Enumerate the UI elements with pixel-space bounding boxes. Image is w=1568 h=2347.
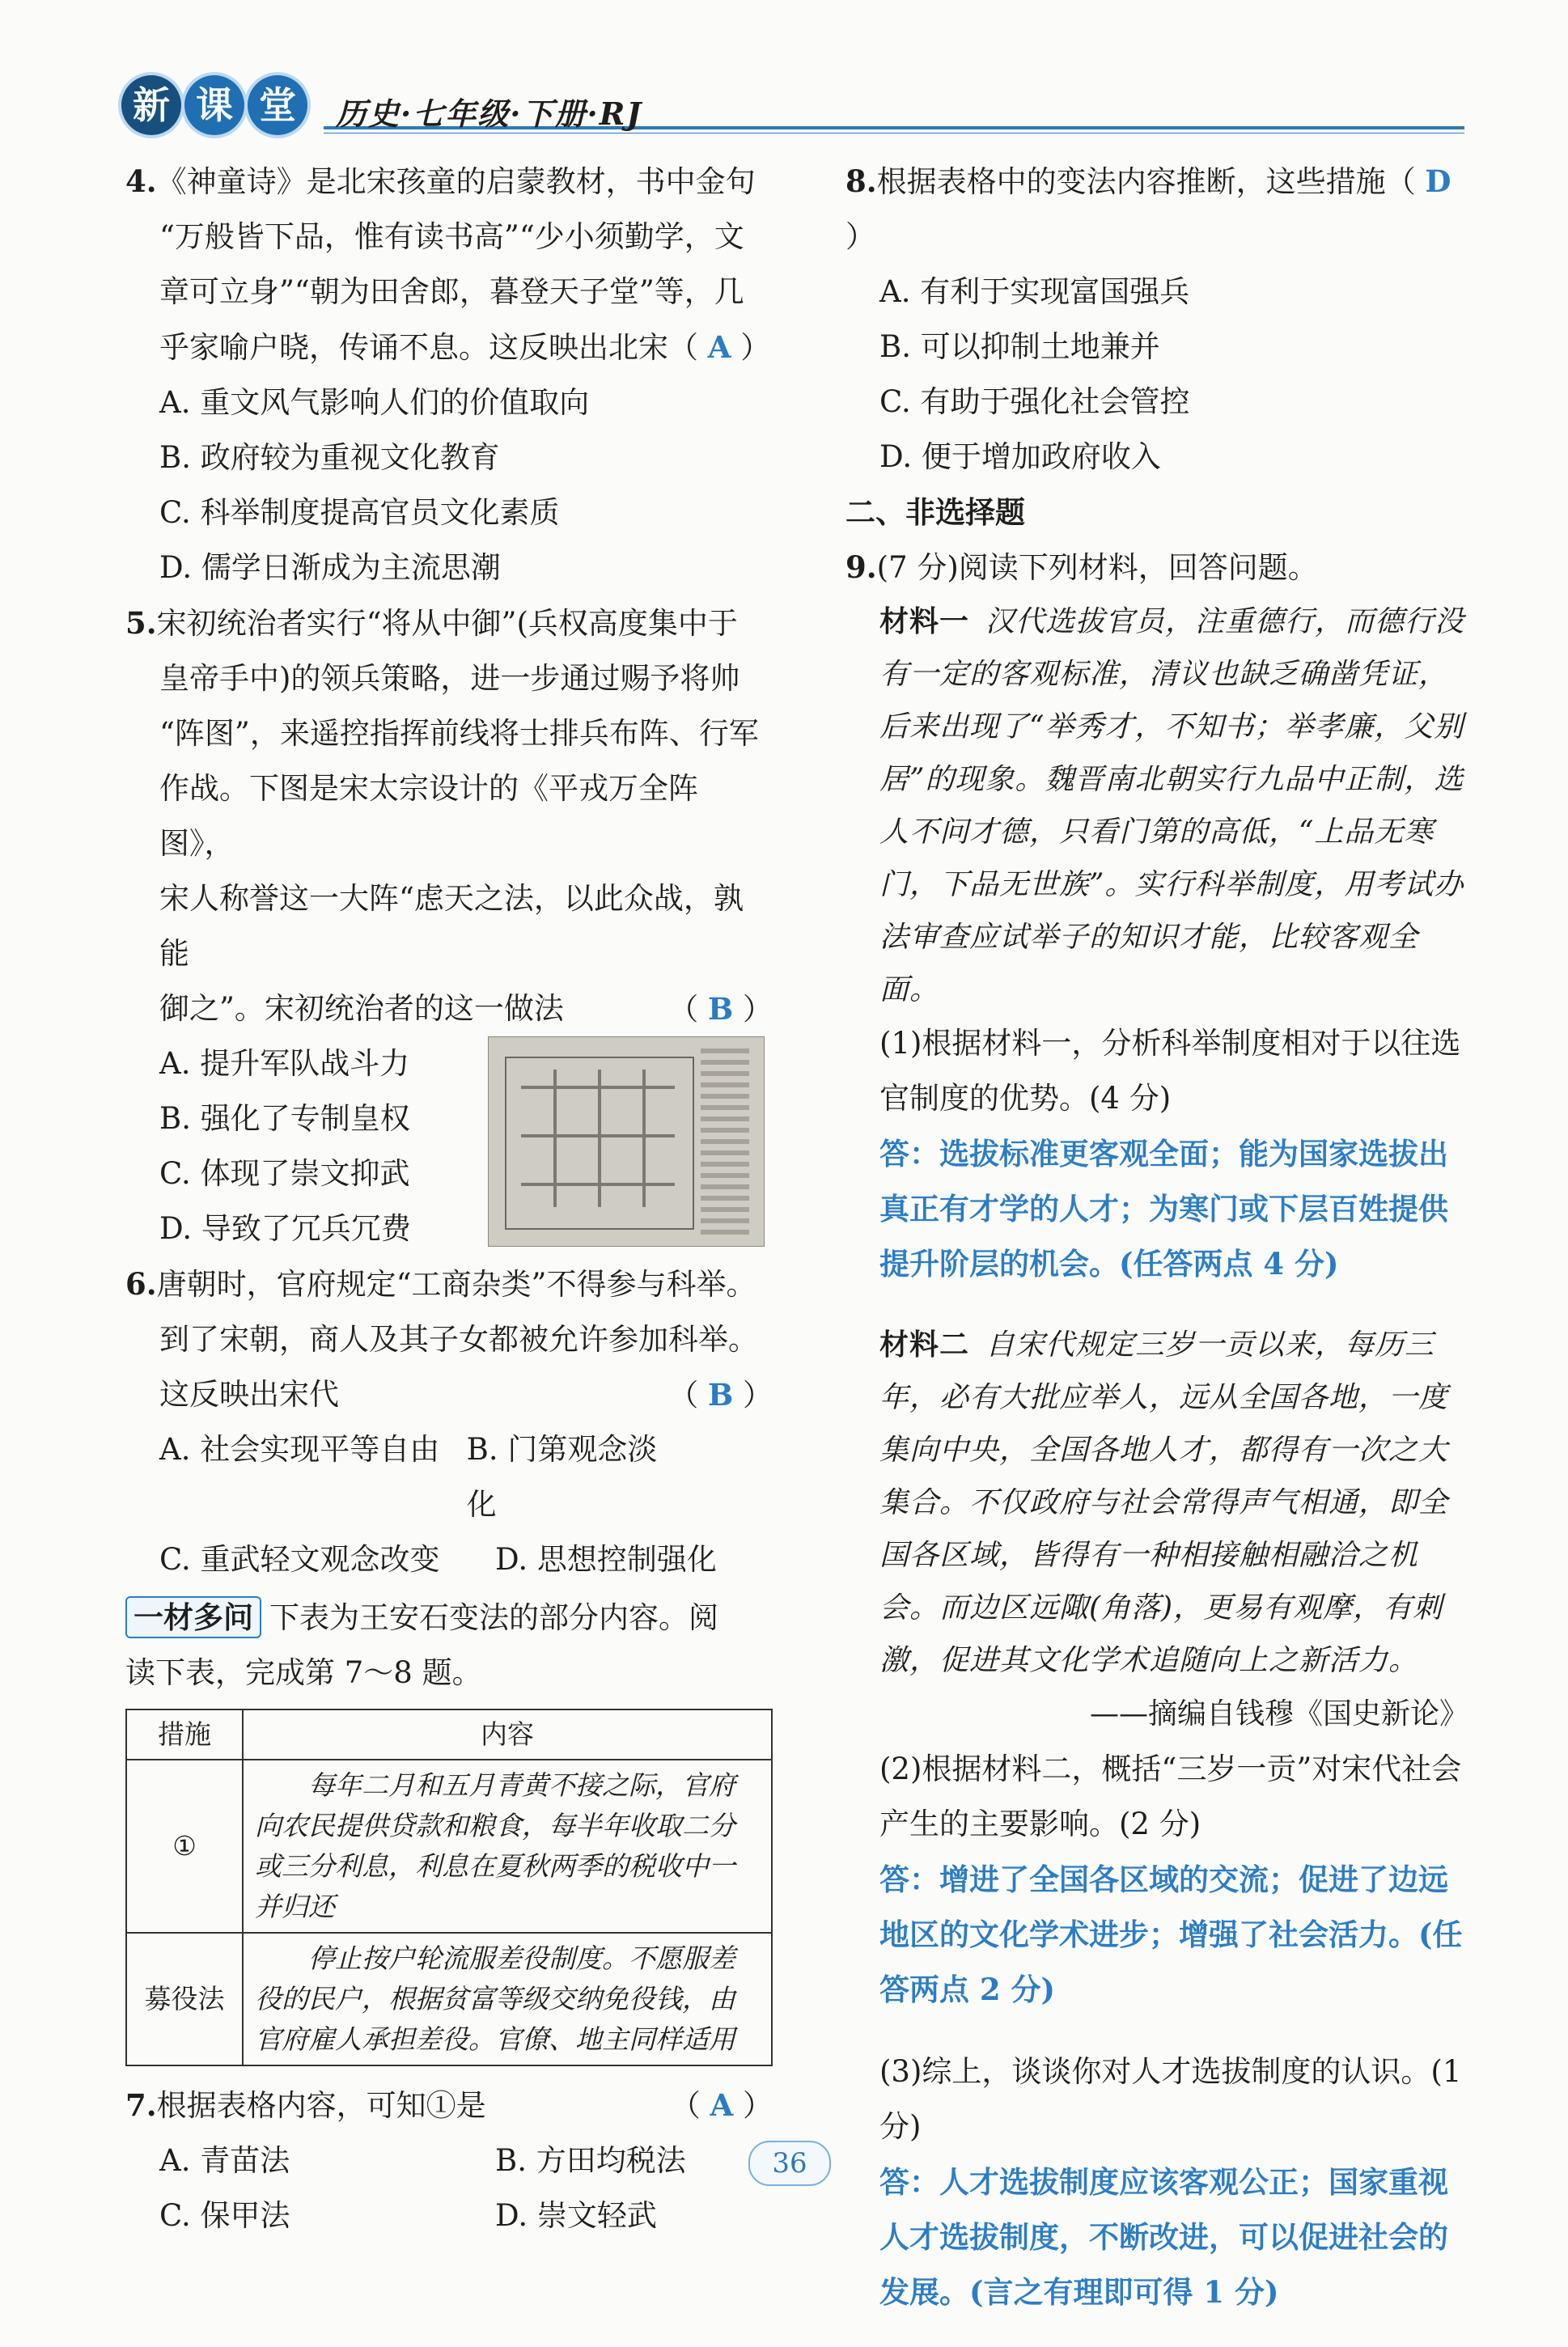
question-text-line: 唐朝时，官府规定“工商杂类”不得参与科举。 — [156, 1267, 756, 1302]
option-a: A. 提升军队战斗力 — [159, 1046, 410, 1081]
question-text: (7 分)阅读下列材料，回答问题。 — [876, 550, 1318, 585]
question-number: 6. — [125, 1266, 157, 1302]
question-text-line: 到了宋朝，商人及其子女都被允许参加科举。 — [159, 1322, 758, 1357]
table-header: 内容 — [243, 1709, 772, 1760]
option-a: A. 青苗法 — [159, 2143, 290, 2178]
table-cell-name: ① — [126, 1760, 243, 1933]
question-9 — [845, 540, 1468, 2319]
question-7: 7.根据表格内容，可知①是 （ A ） A. 青苗法 B. 方田均税法 C. 保甲法 D. 崇文轻武 — [125, 2078, 773, 2243]
question-number: 7. — [125, 2087, 157, 2123]
brand-logo — [121, 73, 311, 138]
multi-question-tag: 一材多问 — [125, 1596, 261, 1638]
option-a: A. 社会实现平等自由 — [159, 1432, 440, 1467]
material-label: 材料一 — [879, 604, 970, 638]
question-5: 5.宋初统治者实行“将从中御”(兵权高度集中于 皇帝手中)的领兵策略，进一步通过赐予将帅 “阵图”，来遥控指挥前线将士排兵布阵、行军 作战。下图是宋太宗设计的《平戎万全阵图》， 宋人称誉这一大阵“虑天之法，以此众战，孰能 御之”。宋初统治者的这一做法 （ B ） A. 提升军队战斗力 B. 强化了专制皇权 C. 体现了崇文抑武 D. 导致了冗兵冗费 — [125, 595, 773, 1256]
question-text: 根据表格内容，可知①是 — [156, 2088, 486, 2123]
option-d: D. 便于增加政府收入 — [879, 439, 1161, 474]
table-row — [126, 1760, 772, 1933]
material-text: 自宋代规定三岁一贡以来，每历三年，必有大批应举人，远从全国各地，一度集向中央，全国各地人才，都得有一次之大集合。不仅政府与社会常得声气相通，即全国各区域，皆得有一种相接触相融洽之机会。而边区远陬(角落)，更易有观摩，有刺激，促进其文化学术追随向上之新活力。 — [879, 1328, 1449, 1677]
sub-question-3: (3)综上，谈谈你对人才选拔制度的认识。(1 分) — [879, 2054, 1462, 2144]
question-text-line: 这反映出宋代 — [159, 1377, 339, 1412]
option-d: D. 儒学日渐成为主流思潮 — [159, 550, 501, 585]
question-6: 6.唐朝时，官府规定“工商杂类”不得参与科举。 到了宋朝，商人及其子女都被允许参加科举。 这反映出宋代 （ B ） A. 社会实现平等自由 B. 门第观念淡化 C. 重武轻文观念改变 D. 思想控制强化 — [125, 1256, 773, 1587]
table-cell-content: 每年二月和五月青黄不接之际，官府向农民提供贷款和粮食，每半年收取二分或三分利息，利息在夏秋两季的税收中一并归还 — [243, 1760, 772, 1933]
table-header: 措施 — [126, 1709, 243, 1760]
answer-letter: D — [1425, 163, 1451, 199]
question-text-line: 乎家喻户晓，传诵不息。这反映出北宋 — [159, 330, 668, 365]
question-text-line: 宋人称誉这一大阵“虑天之法，以此众战，孰能 — [159, 881, 744, 971]
intro-line: 读下表，完成第 7～8 题。 — [125, 1655, 482, 1690]
question-4: 4.《神童诗》是北宋孩童的启蒙教材，书中金句 “万般皆下品，惟有读书高”“少小须勤学，文 章可立身”“朝为田舍郎，暮登天子堂”等，几 乎家喻户晓，传诵不息。这反映出北宋（ A ） A. 重文风气影响人们的价值取向 B. 政府较为重视文化教育 C. 科举制度提高官员文化素质 D. 儒学日渐成为主流思潮 — [125, 154, 773, 595]
right-column — [845, 154, 1468, 2347]
logo-char: 堂 — [248, 75, 307, 135]
question-number: 4. — [125, 163, 157, 199]
book-subtitle: 历史·七年级·下册·RJ — [336, 95, 643, 132]
material-two — [845, 1319, 1468, 1687]
logo-char: 新 — [121, 75, 181, 135]
option-c: C. 保甲法 — [159, 2198, 290, 2233]
battle-formation-image — [488, 1036, 765, 1247]
section-heading: 二、非选择题 — [845, 494, 1025, 530]
option-d: D. 思想控制强化 — [495, 1542, 717, 1577]
question-text-line: “万般皆下品，惟有读书高”“少小须勤学，文 — [159, 219, 744, 254]
reform-table — [125, 1709, 773, 2066]
question-number: 8. — [845, 163, 877, 199]
answer-letter: A — [707, 329, 731, 365]
question-text: 根据表格中的变法内容推断，这些措施 — [876, 164, 1386, 199]
option-b: B. 政府较为重视文化教育 — [159, 440, 500, 475]
question-text-line: 皇帝手中)的领兵策略，进一步通过赐予将帅 — [159, 661, 740, 696]
option-b: B. 强化了专制皇权 — [159, 1101, 410, 1136]
answer-3: 答：人才选拔制度应该客观公正；国家重视人才选拔制度，不断改进，可以促进社会的发展。(言之有理即可得 1 分) — [879, 2164, 1448, 2310]
option-c: C. 重武轻文观念改变 — [159, 1542, 440, 1577]
material-one — [845, 595, 1468, 1016]
sub-question-2: (2)根据材料二，概括“三岁一贡”对宋代社会产生的主要影响。(2 分) — [879, 1752, 1462, 1841]
intro-line: 下表为王安石变法的部分内容。阅 — [269, 1600, 718, 1635]
answer-letter: B — [707, 991, 734, 1027]
question-number: 5. — [125, 605, 157, 641]
answer-letter: A — [710, 2087, 734, 2123]
page-number: 36 — [748, 2141, 831, 2186]
question-number: 9. — [845, 549, 877, 585]
option-d: D. 崇文轻武 — [495, 2198, 657, 2233]
answer-1: 答：选拔标准更客观全面；能为国家选拔出真正有才学的人才；为寒门或下层百姓提供提升阶层的机会。(任答两点 4 分) — [879, 1136, 1448, 1282]
left-column — [125, 154, 773, 2243]
question-text-line: 宋初统治者实行“将从中御”(兵权高度集中于 — [156, 606, 738, 641]
answer-2: 答：增进了全国各区域的交流；促进了边远地区的文化学术进步；增强了社会活力。(任答两点 2 分) — [879, 1862, 1463, 2007]
multi-question-intro — [125, 1591, 773, 1701]
option-a: A. 有利于实现富国强兵 — [879, 274, 1190, 309]
question-text-line: 作战。下图是宋太宗设计的《平戎万全阵图》， — [159, 771, 698, 861]
question-8: 8.根据表格中的变法内容推断，这些措施（ D ） A. 有利于实现富国强兵 B. 可以抑制土地兼并 C. 有助于强化社会管控 D. 便于增加政府收入 — [845, 154, 1468, 485]
question-text-line: 御之”。宋初统治者的这一做法 — [159, 991, 564, 1026]
logo-char: 课 — [184, 75, 244, 135]
question-text-line: 《神童诗》是北宋孩童的启蒙教材，书中金句 — [156, 164, 756, 199]
option-c: C. 体现了崇文抑武 — [159, 1156, 410, 1191]
table-cell-content: 停止按户轮流服差役制度。不愿服差役的民户，根据贫富等级交纳免役钱，由官府雇人承担差役。官僚、地主同样适用 — [243, 1933, 772, 2065]
material-source: ——摘编自钱穆《国史新论》 — [1089, 1697, 1468, 1731]
material-label: 材料二 — [879, 1328, 970, 1362]
option-c: C. 有助于强化社会管控 — [879, 384, 1190, 419]
option-c: C. 科举制度提高官员文化素质 — [159, 495, 560, 530]
option-b: B. 可以抑制土地兼并 — [879, 329, 1160, 364]
table-row — [126, 1933, 772, 2065]
material-text: 汉代选拔官员，注重德行，而德行没有一定的客观标准，清议也缺乏确凿凭证，后来出现了“举秀才，不知书；举孝廉，父别居”的现象。魏晋南北朝实行九品中正制，选人不问才德，只看门第的高低，“上品无寒门，下品无世族”。实行科举制度，用考试办法审查应试举子的知识才能，比较客观全面。 — [879, 605, 1465, 1006]
question-text-line: “阵图”，来遥控指挥前线将士排兵布阵、行军 — [159, 716, 759, 751]
table-cell-name: 募役法 — [126, 1933, 243, 2065]
sub-question-1: (1)根据材料一，分析科举制度相对于以往选官制度的优势。(4 分) — [879, 1026, 1461, 1116]
option-a: A. 重文风气影响人们的价值取向 — [159, 385, 590, 420]
page-header — [121, 73, 1464, 146]
option-b: B. 方田均税法 — [495, 2143, 686, 2178]
question-text-line: 章可立身”“朝为田舍郎，暮登天子堂”等，几 — [159, 274, 744, 309]
option-d: D. 导致了冗兵冗费 — [159, 1211, 411, 1246]
answer-letter: B — [707, 1377, 734, 1413]
option-b: B. 门第观念淡化 — [466, 1432, 658, 1522]
